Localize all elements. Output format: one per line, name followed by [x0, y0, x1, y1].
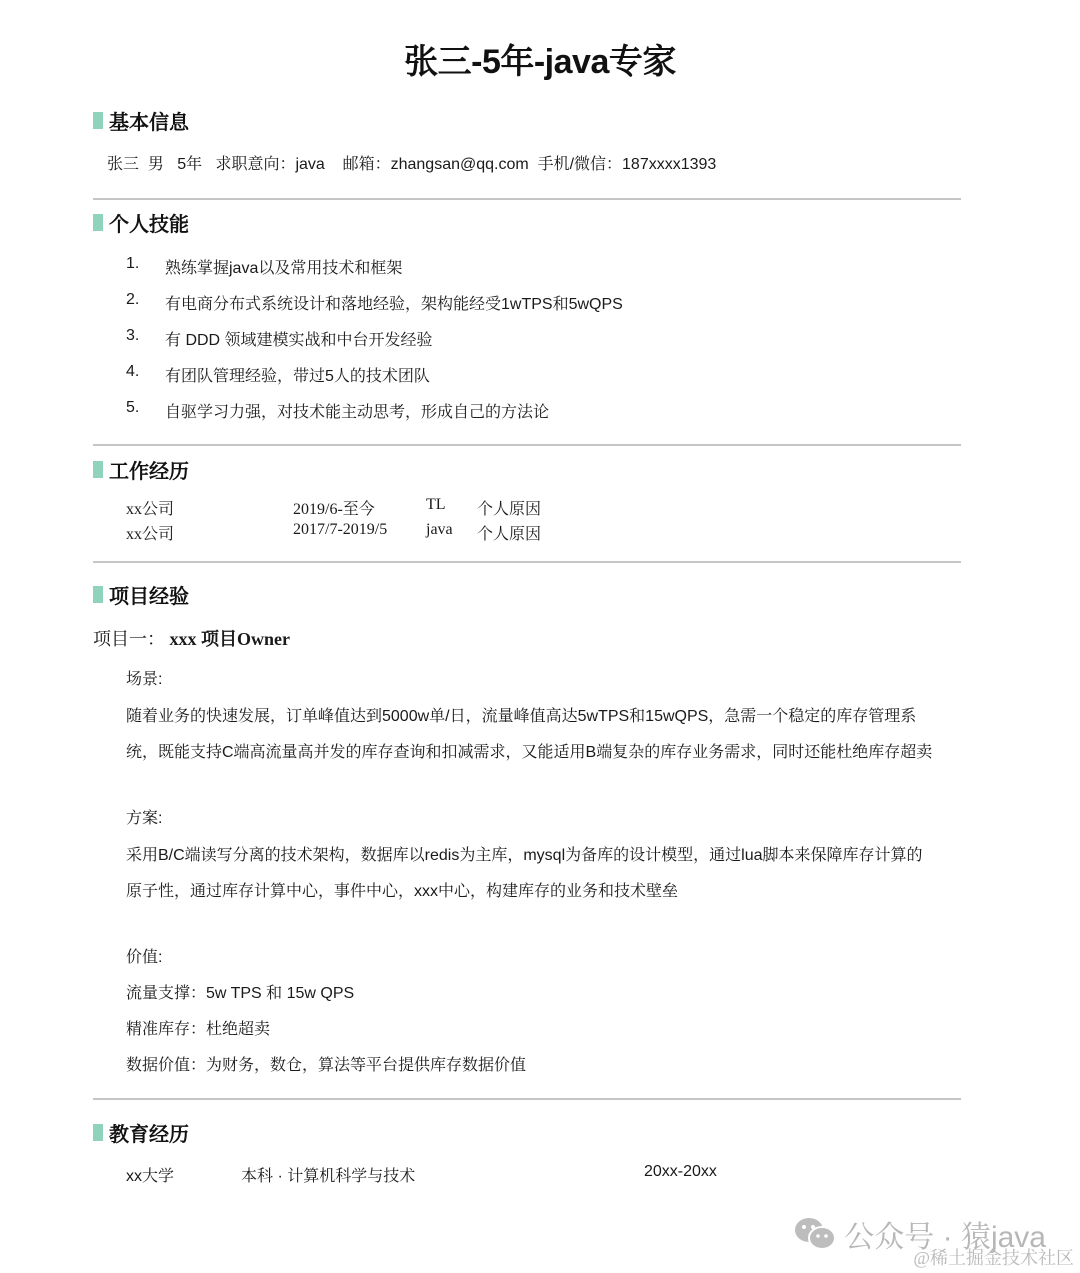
- section-heading-projects: [93, 580, 189, 609]
- accent-bar: [93, 461, 103, 478]
- work-reason: 个人原因: [477, 501, 542, 518]
- section-heading-label: 基本信息: [109, 112, 189, 134]
- value-line: 流量支撑：5w TPS 和 15w QPS: [126, 985, 355, 1002]
- work-period: 2019/6-至今: [293, 501, 375, 518]
- project-title: [93, 625, 290, 651]
- project-label: 项目一：: [93, 629, 165, 649]
- scene-line: 统，既能支持C端高流量高并发的库存查询和扣减需求，又能适用B端复杂的库存业务需求，同时还能杜绝库存超卖: [126, 744, 933, 761]
- value-label: 价值:: [126, 949, 163, 966]
- resume-title: 张三-5年-java专家: [404, 43, 676, 81]
- education-school: xx大学: [126, 1168, 175, 1185]
- section-heading-education: [93, 1118, 189, 1147]
- value-line: 精准库存：杜绝超卖: [126, 1021, 271, 1038]
- section-heading-skills: [93, 208, 189, 237]
- education-degree: 本科 · 计算机科学与技术: [241, 1168, 416, 1185]
- wechat-icon: [794, 1217, 836, 1251]
- accent-bar: [93, 214, 103, 231]
- section-heading-work: [93, 455, 189, 484]
- section-heading-label: 项目经验: [109, 586, 189, 608]
- divider: [93, 561, 961, 563]
- skill-number: 1.: [126, 255, 140, 272]
- plan-line: 采用B/C端读写分离的技术架构，数据库以redis为主库，mysql为备库的设计模型，通过lua脚本来保障库存计算的: [126, 847, 923, 864]
- work-role: java: [426, 521, 453, 538]
- divider: [93, 444, 961, 446]
- section-heading-label: 工作经历: [109, 461, 189, 483]
- work-company: xx公司: [126, 501, 175, 518]
- section-heading-label: 教育经历: [109, 1124, 189, 1146]
- watermark-sub: @稀土掘金技术社区: [913, 1248, 1074, 1268]
- plan-label: 方案:: [126, 810, 163, 827]
- skill-number: 3.: [126, 327, 140, 344]
- work-period: 2017/7-2019/5: [293, 521, 388, 538]
- project-name: xxx 项目Owner: [169, 629, 290, 649]
- skill-item: 熟练掌握java以及常用技术和框架: [165, 260, 403, 277]
- scene-line: 随着业务的快速发展，订单峰值达到5000w单/日，流量峰值高达5wTPS和15wQPS，急需一个稳定的库存管理系: [126, 708, 917, 725]
- skill-number: 4.: [126, 363, 140, 380]
- work-company: xx公司: [126, 526, 175, 543]
- skill-item: 有电商分布式系统设计和落地经验，架构能经受1wTPS和5wQPS: [165, 296, 623, 313]
- skill-item: 自驱学习力强，对技术能主动思考，形成自己的方法论: [165, 404, 550, 421]
- accent-bar: [93, 112, 103, 129]
- divider: [93, 1098, 961, 1100]
- basic-info-line: 张三 男 5年 求职意向：java 邮箱：zhangsan@qq.com 手机/微信：187xxxx1393: [107, 156, 717, 173]
- plan-line: 原子性，通过库存计算中心，事件中心，xxx中心，构建库存的业务和技术壁垒: [126, 883, 679, 900]
- section-heading-label: 个人技能: [109, 214, 189, 236]
- section-heading-basic-info: [93, 106, 189, 135]
- skill-number: 2.: [126, 291, 140, 308]
- scene-label: 场景:: [126, 671, 163, 688]
- work-reason: 个人原因: [477, 526, 542, 543]
- accent-bar: [93, 1124, 103, 1141]
- skill-item: 有 DDD 领域建模实战和中台开发经验: [165, 332, 433, 349]
- skill-number: 5.: [126, 399, 140, 416]
- skill-item: 有团队管理经验，带过5人的技术团队: [165, 368, 430, 385]
- education-period: 20xx-20xx: [644, 1163, 717, 1180]
- accent-bar: [93, 586, 103, 603]
- divider: [93, 198, 961, 200]
- value-line: 数据价值：为财务，数仓，算法等平台提供库存数据价值: [126, 1057, 527, 1074]
- watermark-main: 公众号 · 猿java: [844, 1221, 1046, 1254]
- work-role: TL: [426, 496, 446, 513]
